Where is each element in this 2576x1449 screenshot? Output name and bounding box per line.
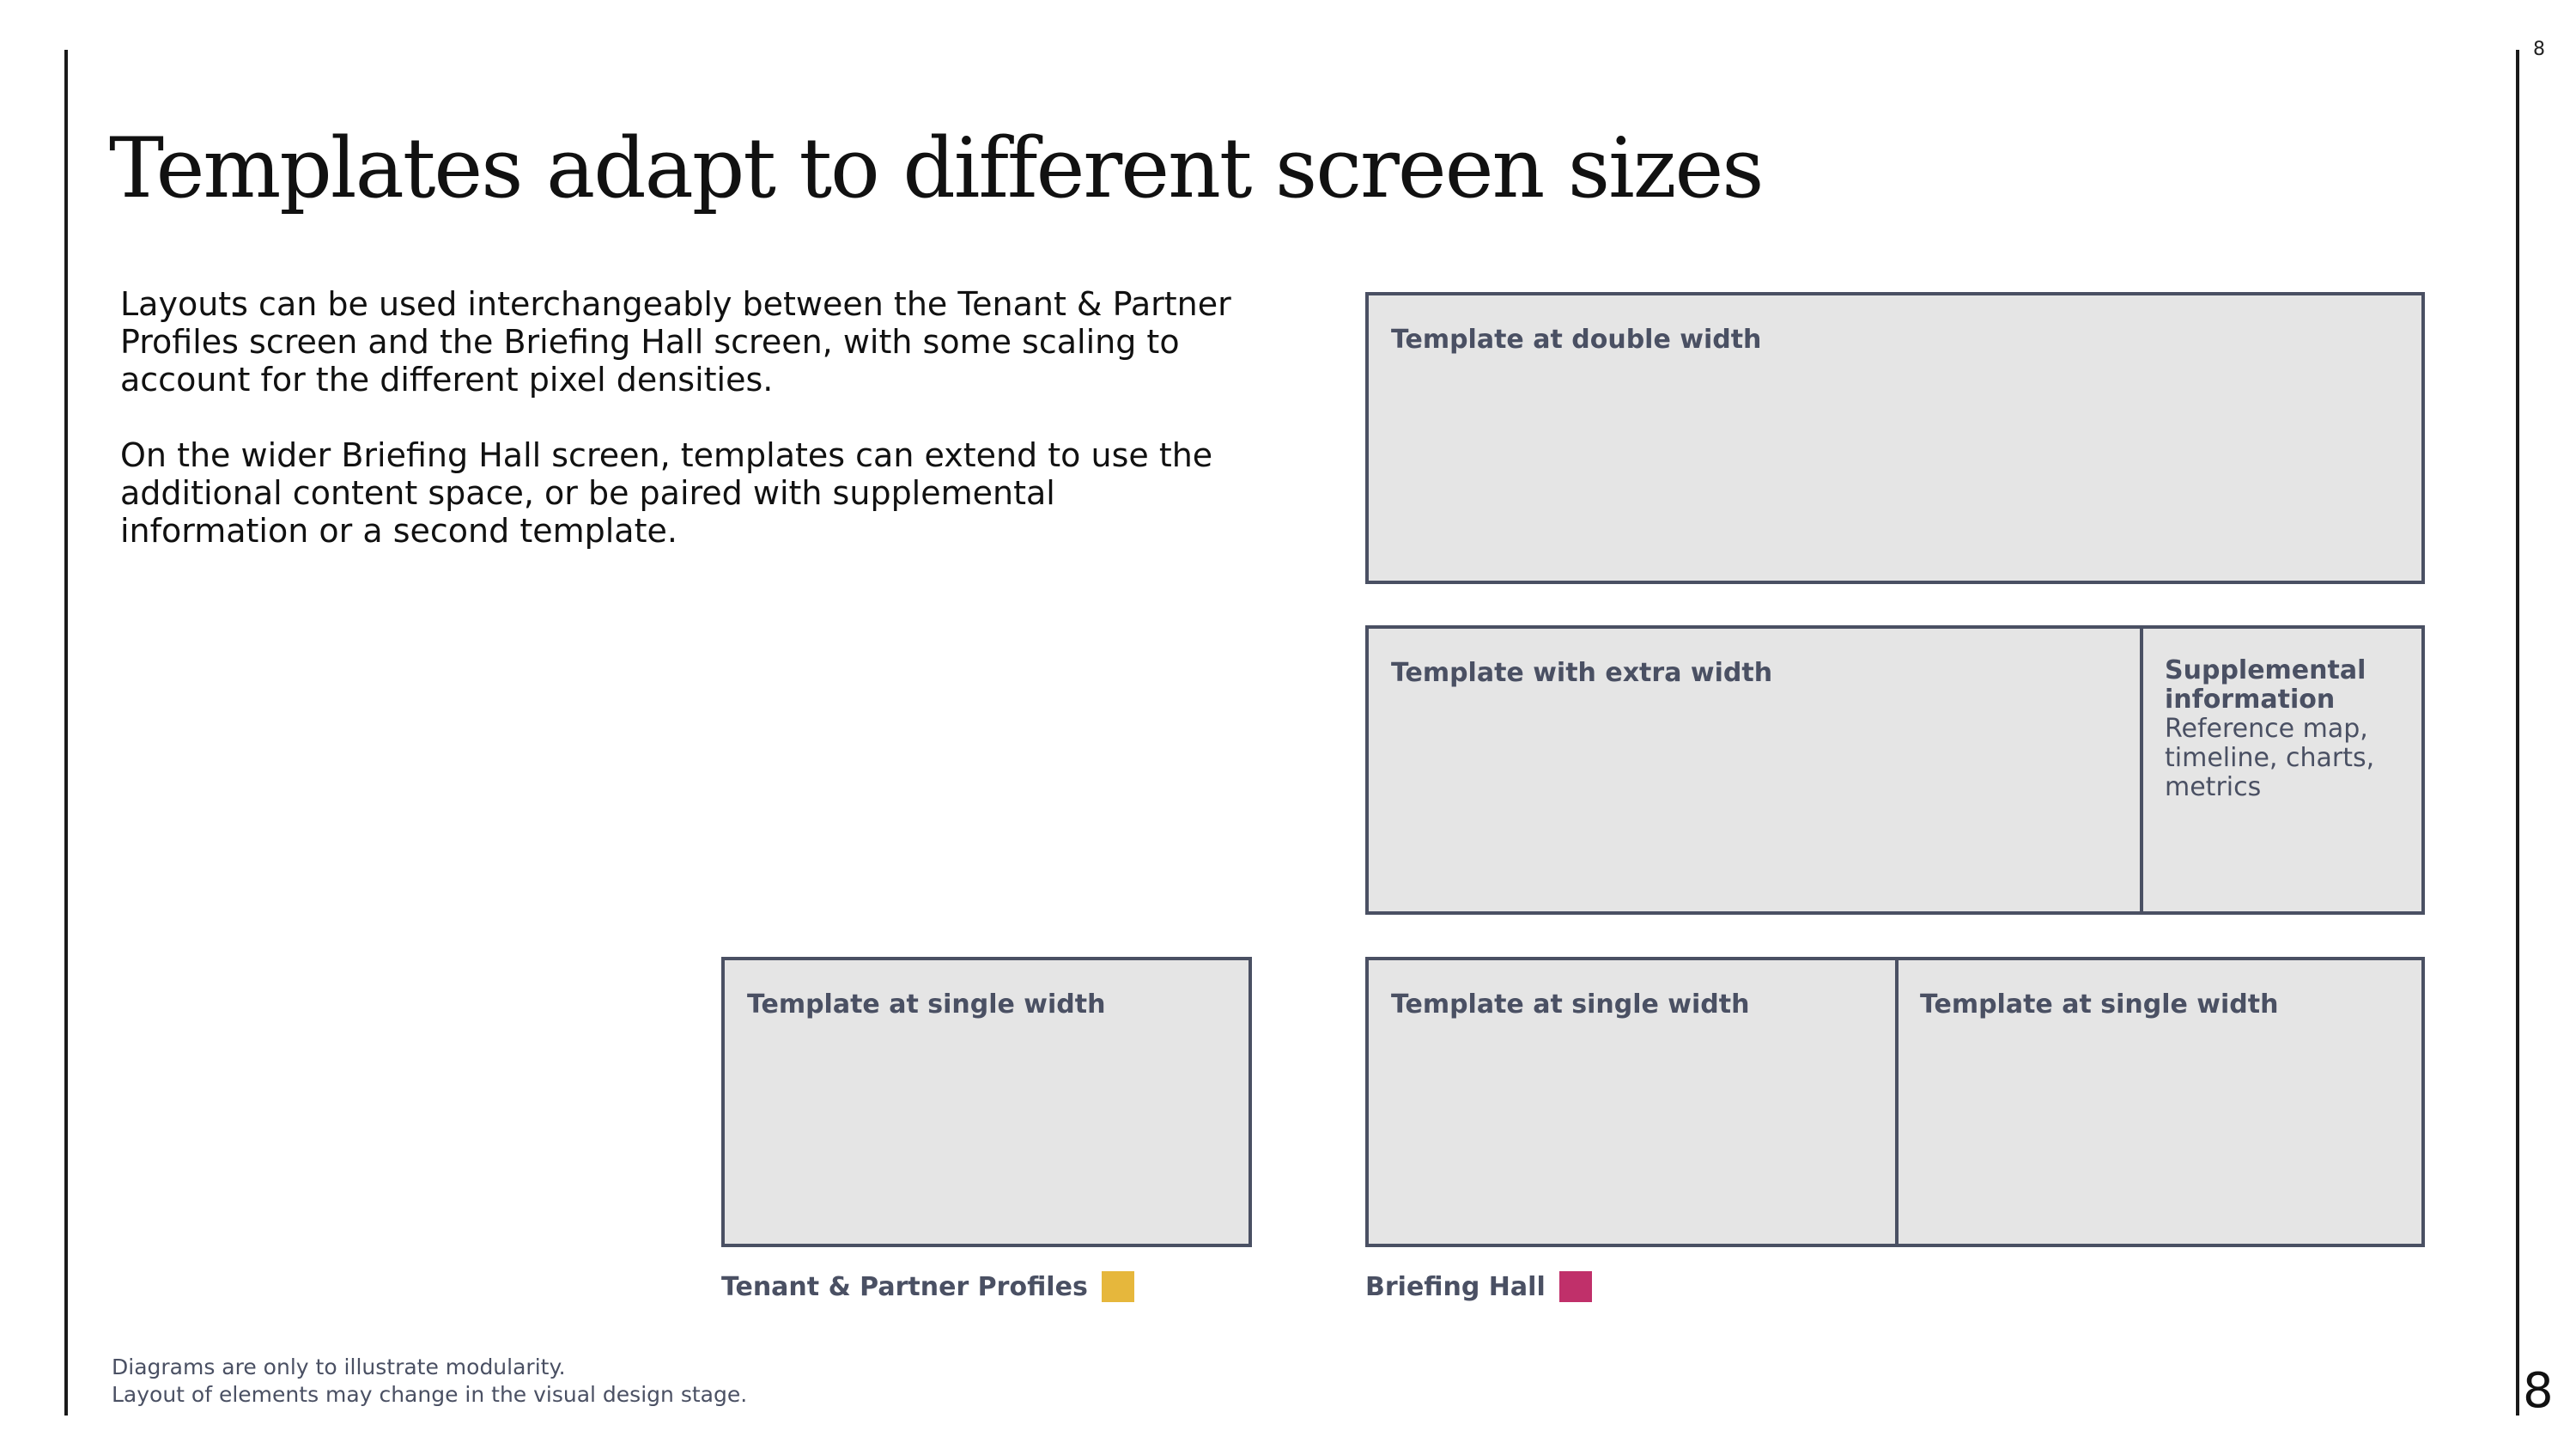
legend-briefing-hall: [1365, 1269, 1592, 1304]
supplemental-info-description: Reference map, timeline, charts, metrics: [2165, 714, 2375, 802]
legend-tenant-partner: [721, 1269, 1134, 1304]
left-margin-rule: [64, 50, 68, 1416]
page-number-top: 8: [2533, 39, 2545, 60]
intro-paragraph-2: On the wider Briefing Hall screen, templates can extend to use the additional content space, or be paired with supplemental information or a second template.: [120, 436, 1213, 550]
legend-tenant-partner-label: Tenant & Partner Profiles: [721, 1271, 1088, 1302]
supplemental-info-panel: [2143, 629, 2421, 911]
footnote-line-2: Layout of elements may change in the visual design stage.: [112, 1382, 748, 1407]
supplemental-info-title: Supplemental information: [2165, 655, 2366, 715]
intro-text: [120, 285, 1236, 588]
tenant-template-single-width-box: [721, 957, 1252, 1247]
legend-briefing-swatch: [1559, 1271, 1592, 1302]
legend-tenant-swatch: [1102, 1271, 1134, 1302]
template-extra-width-label: Template with extra width: [1391, 658, 1773, 688]
briefing-template-single-width-left-label: Template at single width: [1391, 989, 1750, 1020]
footnote: [112, 1354, 747, 1409]
briefing-template-divider: [1895, 960, 1899, 1244]
page-number-bottom: 8: [2523, 1363, 2554, 1419]
briefing-template-pair-box: [1365, 957, 2425, 1247]
footnote-line-1: Diagrams are only to illustrate modularity.: [112, 1355, 566, 1379]
legend-briefing-hall-label: Briefing Hall: [1365, 1271, 1546, 1302]
page-title: Templates adapt to different screen sizes: [109, 120, 1763, 216]
intro-paragraph-1: Layouts can be used interchangeably between the Tenant & Partner Profiles screen and the Briefing Hall screen, with some scaling to account for the different pixel densities.: [120, 285, 1231, 399]
briefing-template-single-width-right-label: Template at single width: [1920, 989, 2279, 1020]
template-double-width-label: Template at double width: [1391, 325, 1762, 355]
right-margin-rule: [2516, 50, 2519, 1416]
template-double-width-box: [1365, 292, 2425, 584]
tenant-template-single-width-label: Template at single width: [747, 989, 1106, 1020]
template-extra-width-box: [1365, 625, 2425, 915]
